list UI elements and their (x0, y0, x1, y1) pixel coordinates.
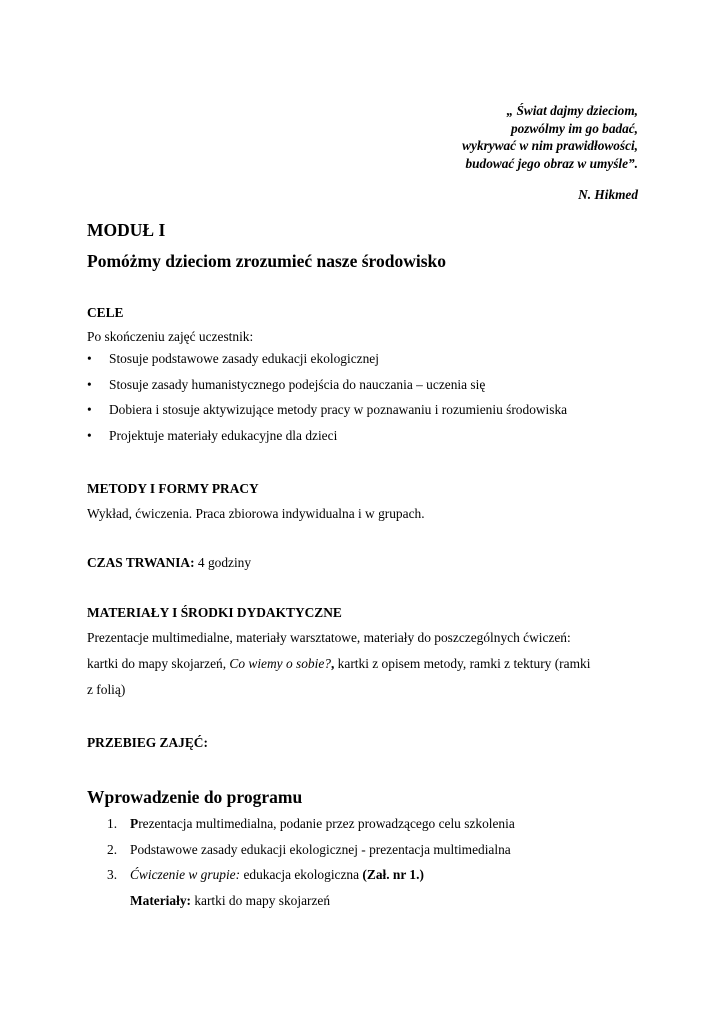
module-subtitle: Pomóżmy dzieciom zrozumieć nasze środowisko (87, 251, 447, 271)
epigraph-line: „ Świat dajmy dzieciom, (506, 103, 638, 118)
materials-line: z folią) (87, 682, 126, 697)
list-text-bold: P (130, 816, 139, 831)
goals-intro: Po skończeniu zajęć uczestnik: (87, 329, 254, 344)
methods-heading: METODY I FORMY PRACY (87, 481, 259, 496)
materials-label: Materiały: (130, 892, 191, 908)
list-item (87, 350, 567, 376)
materials-italic-title: Co wiemy o sobie? (229, 656, 331, 671)
materials-punct: , (330, 656, 335, 671)
methods-text: Wykład, ćwiczenia. Praca zbiorowa indywidualna i w grupach. (87, 506, 425, 521)
list-number: 1. (107, 816, 118, 831)
epigraph-quote (462, 102, 638, 172)
goal-text: Projektuje materiały edukacyjne dla dzieci (109, 427, 338, 443)
epigraph-author: N. Hikmed (578, 187, 638, 202)
materials-line (87, 656, 590, 672)
epigraph-line: budować jego obraz w umyśle”. (465, 155, 638, 171)
materials-value: kartki do mapy skojarzeń (190, 892, 331, 908)
attachment-ref: (Zał. nr 1.) (362, 867, 424, 882)
course-heading: PRZEBIEG ZAJĘĆ: (87, 735, 208, 750)
list-text-italic: Ćwiczenie w grupie: (130, 867, 241, 882)
module-title: MODUŁ I (87, 220, 166, 240)
list-item (107, 892, 515, 918)
materials-text: kartki do mapy skojarzeń, (87, 656, 230, 671)
list-number: 3. (107, 867, 118, 882)
duration-line (87, 555, 251, 571)
materials-text: kartki z opisem metody, ramki z tektury (ramki (334, 656, 591, 671)
list-item (107, 866, 515, 892)
duration-value: 4 godziny (194, 555, 252, 570)
duration-label: CZAS TRWANIA: (87, 555, 195, 570)
materials-heading: MATERIAŁY I ŚRODKI DYDAKTYCZNE (87, 605, 342, 620)
section-title: Wprowadzenie do programu (87, 787, 303, 807)
list-item (87, 376, 567, 402)
list-item (87, 401, 567, 427)
list-text: edukacja ekologiczna (240, 867, 363, 882)
list-text: rezentacja multimedialna, podanie przez prowadzącego celu szkolenia (138, 816, 515, 831)
list-item (107, 815, 515, 841)
materials-line: Prezentacje multimedialne, materiały warsztatowe, materiały do poszczególnych ćwiczeń: (87, 630, 571, 645)
bullet-icon: • (87, 351, 92, 366)
goal-text: Stosuje zasady humanistycznego podejścia do nauczania – uczenia się (109, 376, 486, 392)
goals-list (87, 350, 567, 452)
list-number: 2. (107, 841, 118, 857)
bullet-icon: • (87, 402, 92, 417)
goal-text: Stosuje podstawowe zasady edukacji ekologicznej (109, 351, 379, 366)
goals-heading: CELE (87, 305, 124, 320)
epigraph-line: wykrywać w nim prawidłowości, (462, 138, 638, 153)
list-text: Podstawowe zasady edukacji ekologicznej - prezentacja multimedialna (130, 841, 511, 857)
list-item (107, 841, 515, 867)
goal-text: Dobiera i stosuje aktywizujące metody pracy w poznawaniu i rozumieniu środowiska (109, 402, 568, 417)
bullet-icon: • (87, 427, 92, 443)
list-item (87, 427, 567, 453)
bullet-icon: • (87, 376, 92, 392)
epigraph-line: pozwólmy im go badać, (510, 120, 638, 136)
program-list (107, 815, 515, 917)
